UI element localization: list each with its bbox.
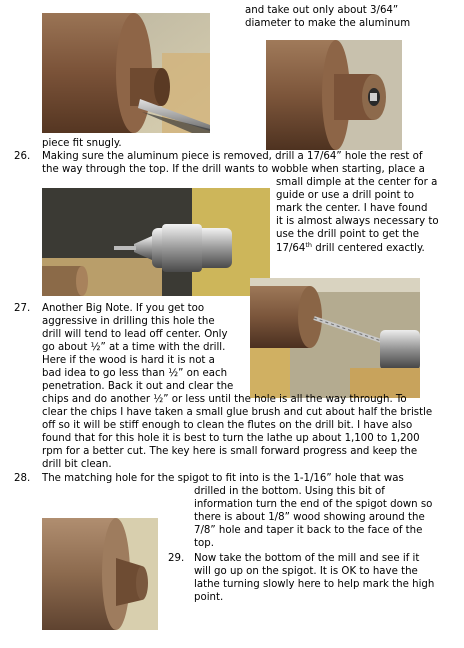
step-27-line: drill bit clean. <box>42 459 112 470</box>
step-26-line: Making sure the aluminum piece is removed, drill a 17/64” hole the rest of <box>42 151 423 162</box>
step-26-line: small dimple at the center for a <box>276 177 438 188</box>
continuation-line: piece fit snugly. <box>42 138 122 149</box>
step-26-line: mark the center. I have found <box>276 203 428 214</box>
step-27-line: Another Big Note. If you get too <box>42 303 205 314</box>
step-27-line: rpm for a better cut. The key here is small forward progress and keep the <box>42 446 418 457</box>
intro-line-1: and take out only about 3/64” <box>245 5 399 16</box>
step-27-line: drill will tend to lead off center. Only <box>42 329 228 340</box>
step-26-line: guide or use a drill point to <box>276 190 414 201</box>
step-29-number: 29. <box>168 553 185 564</box>
photo-drill-bit-entering-wood <box>250 278 420 398</box>
step-27-line: Here if the wood is hard it is not a <box>42 355 215 366</box>
intro-line-2: diameter to make the aluminum <box>245 18 411 29</box>
step-27-line: penetration. Back it out and clear the <box>42 381 234 392</box>
step-28-line: there is about 1/8” wood showing around the <box>194 512 425 523</box>
step-28-number: 28. <box>14 473 31 484</box>
step-29-line: point. <box>194 592 224 603</box>
step-27-line: clear the chips I have taken a small glue brush and cut about half the bristle <box>42 407 433 418</box>
step-26-line: it is almost always necessary to <box>276 216 439 227</box>
step-29-line: will go up on the spigot. It is OK to have the <box>194 566 418 577</box>
step-28-line: top. <box>194 538 214 549</box>
step-27-line: found that for this hole it is best to turn the lathe up about 1,100 to 1,200 <box>42 433 420 444</box>
photo-spigot-aluminum-insert <box>266 40 402 150</box>
step-26-number: 26. <box>14 151 31 162</box>
step-27-line: go about ½” at a time with the drill. <box>42 342 226 353</box>
step-28-line: The matching hole for the spigot to fit into is the 1-1/16” hole that was <box>42 473 404 484</box>
step-27-number: 27. <box>14 303 31 314</box>
step-27-line: aggressive in drilling this hole the <box>42 316 215 327</box>
step-27-line: chips and do another ½” or less until the hole is all the way through. To <box>42 394 407 405</box>
step-26-last-line: 17/64th drill centered exactly. <box>276 241 425 254</box>
step-28-line: information turn the end of the spigot down so <box>194 499 433 510</box>
step-26-line: use the drill point to get the <box>276 229 419 240</box>
step-29-line: lathe turning slowly here to help mark the high <box>194 579 435 590</box>
photo-tapered-spigot <box>42 518 158 630</box>
step-28-line: 7/8” hole and taper it back to the face of the <box>194 525 423 536</box>
photo-skew-chisel-on-spigot <box>42 13 210 133</box>
photo-wood-blank-left <box>42 262 88 296</box>
step-27-line: off so it will be stiff enough to clean the flutes on the drill bit. I have also <box>42 420 413 431</box>
step-27-line: bad idea to go less than ½” on each <box>42 368 228 379</box>
step-26-line: the way through the top. If the drill wants to wobble when starting, place a <box>42 164 425 175</box>
step-29-line: Now take the bottom of the mill and see if it <box>194 553 420 564</box>
step-28-line: drilled in the bottom. Using this bit of <box>194 486 385 497</box>
